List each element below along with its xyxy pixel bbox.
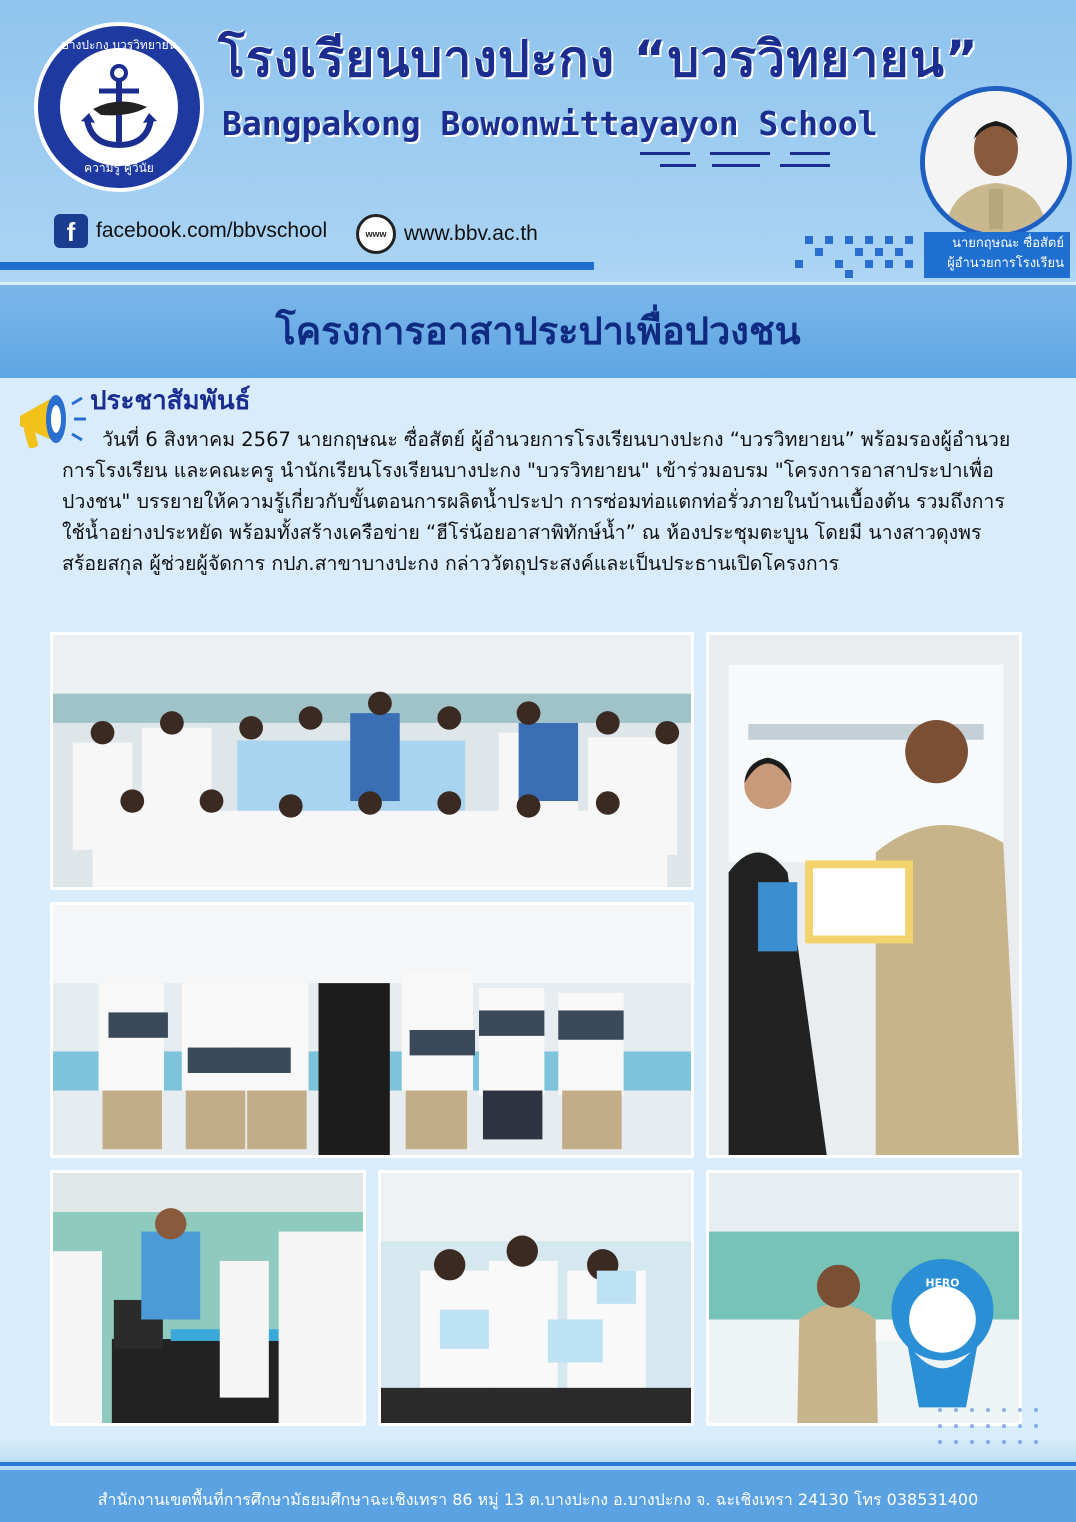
header-accent-band (0, 262, 594, 270)
director-name: นายกฤษณะ ซื่อสัตย์ (952, 236, 1064, 251)
photo-certificate (706, 632, 1022, 1158)
photo-award-students (50, 902, 694, 1158)
photo-pipe-repair (50, 1170, 366, 1426)
photo-speaker-mascot (706, 1170, 1022, 1426)
project-title: โครงการอาสาประปาเพื่อปวงชน (275, 309, 801, 353)
photo-students-booklets (378, 1170, 694, 1426)
facebook-icon: f (54, 214, 88, 248)
footer-accent-line (0, 1462, 1076, 1466)
director-title: ผู้อำนวยการโรงเรียน (947, 256, 1064, 271)
pixel-decoration (795, 234, 925, 278)
logo-ring-text-bottom: ความรู้ คู่วินัย (84, 161, 154, 175)
school-name-english: Bangpakong Bowonwittayayon School (222, 104, 878, 143)
mascot-text-top: HERO (925, 1276, 960, 1290)
director-caption (924, 232, 1070, 278)
website-contact[interactable] (356, 214, 538, 254)
anchor-emblem-icon (60, 48, 178, 166)
website-url[interactable]: www.bbv.ac.th (404, 222, 538, 245)
director-portrait (920, 86, 1072, 238)
www-icon: www (356, 214, 396, 254)
facebook-contact[interactable] (54, 214, 327, 248)
footer-address: สำนักงานเขตพื้นที่การศึกษามัธยมศึกษาฉะเชิงเทรา 86 หมู่ 13 ต.บางปะกง อ.บางปะกง จ. ฉะเชิงเทรา 24130 โทร 038531400 (97, 1490, 979, 1509)
facebook-url[interactable]: facebook.com/bbvschool (96, 219, 328, 242)
school-logo (34, 22, 204, 192)
article-text: วันที่ 6 สิงหาคม 2567 นายกฤษณะ ซื่อสัตย์ ผู้อำนวยการโรงเรียนบางปะกง “บวรวิทยายน” พร้อมรองผู้อำนวยการโรงเรียน และคณะครู นำนักเรียนโรงเรียนบางปะกง "บวรวิทยายน" เข้าร่วมอบรม "โครงการอาสาประปาเพื่อปวงชน" บรรยายให้ความรู้เกี่ยวกับขั้นตอนการผลิตน้ำประปา การซ่อมท่อแตกท่อรั่วภายในบ้านเบื้องต้น รวมถึงการใช้น้ำอย่างประหยัด พร้อมทั้งสร้างเครือข่าย “ฮีโร่น้อยอาสาพิทักษ์น้ำ” ณ ห้องประชุมตะบูน โดยมี นางสาวดุงพร สร้อยสกุล ผู้ช่วยผู้จัดการ กปภ.สาขาบางปะกง กล่าววัตถุประสงค์และเป็นประธานเปิดโครงการ (62, 428, 1011, 575)
school-name-thai: โรงเรียนบางปะกง “บวรวิทยายน” (218, 30, 979, 88)
decorative-lines (640, 150, 840, 170)
dot-pattern-decoration (930, 1400, 1060, 1460)
section-heading: ประชาสัมพันธ์ (90, 386, 251, 416)
article-body (62, 424, 1022, 579)
photo-group (50, 632, 694, 890)
mascot-text-bottom: พิทักษ์น้ำ (923, 1291, 962, 1303)
logo-ring-text-top: บางปะกง บวรวิทยายน (61, 38, 177, 52)
